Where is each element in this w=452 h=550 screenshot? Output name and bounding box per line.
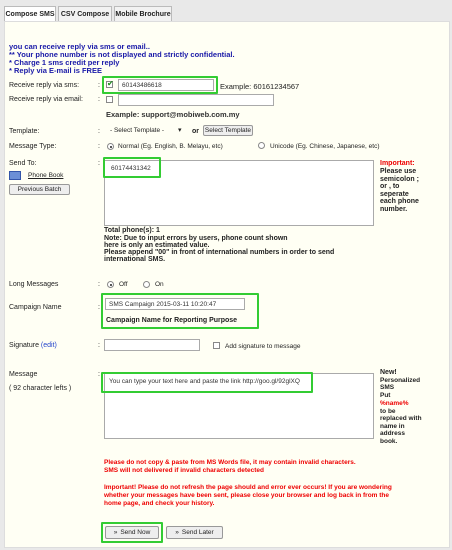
important-body: Please use semicolon ; or , to seperate each phone number.	[380, 168, 419, 213]
reply-email-checkbox[interactable]	[106, 96, 113, 103]
long-messages-label: Long Messages	[9, 281, 59, 288]
personalized-sms-label: Personalized SMS	[380, 377, 421, 392]
name-tag-description: to be replaced with name in address book.	[380, 408, 422, 445]
important-title: Important:	[380, 160, 415, 167]
colon: :	[98, 160, 100, 167]
character-count: ( 92 character lefts )	[9, 385, 72, 392]
add-signature-label: Add signature to message	[225, 343, 301, 350]
reply-email-label: Receive reply via email:	[9, 96, 83, 103]
signature-edit-link[interactable]: (edit)	[40, 342, 57, 349]
send-to-value: 60174431342	[111, 165, 151, 172]
select-template-button[interactable]: Select Template	[204, 127, 252, 134]
note-line-3: Please append "00" in front of international numbers in order to send	[104, 249, 335, 256]
previous-batch-button[interactable]: Previous Batch	[9, 184, 70, 195]
notice-line-3: * Charge 1 sms credit per reply	[9, 58, 120, 67]
notice-line-1: you can receive reply via sms or email..	[9, 42, 150, 51]
template-selected: - Select Template -	[110, 127, 165, 134]
reply-sms-input[interactable]: 60143486618	[118, 79, 214, 91]
campaign-name-hint: Campaign Name for Reporting Purpose	[106, 317, 238, 324]
signature-label-wrap	[9, 342, 57, 349]
notice-line-4: * Reply via E-mail is FREE	[9, 66, 102, 75]
long-messages-off-radio[interactable]	[107, 281, 114, 288]
reply-email-example: Example: support@mobiweb.com.my	[106, 110, 240, 119]
phonebook-link[interactable]: Phone Book	[28, 172, 64, 179]
send-now-label: Send Now	[120, 529, 151, 536]
template-or: or	[192, 128, 199, 135]
phonebook-icon[interactable]	[9, 171, 21, 180]
reply-sms-label: Receive reply via sms:	[9, 82, 80, 89]
message-type-normal-label: Normal (Eg. English, B. Melayu, etc)	[118, 143, 223, 150]
total-phones: Total phone(s): 1	[104, 227, 160, 234]
note-line-1: Note: Due to input errors by users, phone count shown	[104, 235, 288, 242]
put-label: Put	[380, 392, 391, 399]
long-messages-on-label: On	[155, 281, 164, 288]
reply-sms-checkbox[interactable]	[106, 81, 113, 88]
send-now-button[interactable]	[105, 526, 159, 539]
reply-email-input[interactable]	[118, 94, 274, 106]
send-later-button[interactable]	[166, 526, 223, 539]
name-tag: %name%	[380, 400, 409, 407]
colon: :	[98, 371, 100, 378]
signature-input[interactable]	[104, 339, 200, 351]
long-messages-on-radio[interactable]	[143, 281, 150, 288]
send-later-label: Send Later	[181, 529, 214, 536]
warning-line-5: home page, and check your history.	[104, 500, 215, 507]
colon: :	[98, 342, 100, 349]
message-type-normal-radio[interactable]	[107, 143, 114, 150]
warning-line-1: Please do not copy & paste from MS Words file, it may contain invalid characters.	[104, 459, 356, 466]
colon: :	[98, 96, 100, 103]
long-messages-off-label: Off	[119, 281, 128, 288]
message-type-unicode-radio[interactable]	[258, 142, 265, 149]
warning-line-2: SMS will not delivered if invalid characters detected	[104, 467, 265, 474]
campaign-name-input[interactable]: SMS Campaign 2015-03-11 10:20:47	[105, 298, 245, 310]
colon: :	[98, 128, 100, 135]
template-select[interactable]	[110, 127, 188, 137]
colon: :	[98, 304, 100, 311]
message-type-unicode-label: Unicode (Eg. Chinese, Japanese, etc)	[270, 143, 380, 150]
send-to-label: Send To:	[9, 160, 37, 167]
notice-line-2: ** Your phone number is not displayed and strictly confidential.	[9, 50, 235, 59]
double-chevron-icon: »	[113, 529, 118, 536]
dropdown-arrow-icon: ▾	[178, 127, 182, 134]
colon: :	[98, 281, 100, 288]
template-label: Template:	[9, 128, 40, 135]
tab-bar	[0, 0, 452, 22]
warning-line-4: whether your messages have been sent, please close your browser and log back in from the	[104, 492, 390, 499]
tab-mobile-brochure[interactable]: Mobile Brochure	[114, 6, 172, 21]
add-signature-checkbox[interactable]	[213, 342, 220, 349]
note-line-4: international SMS.	[104, 256, 166, 263]
note-line-2: here is only an estimated value.	[104, 242, 210, 249]
colon: :	[98, 143, 100, 150]
message-label: Message	[9, 371, 38, 378]
tab-compose-sms[interactable]: Compose SMS	[4, 6, 56, 22]
colon: :	[98, 82, 100, 89]
campaign-name-label: Campaign Name	[9, 304, 62, 311]
warning-line-3: Important! Please do not refresh the page should and error ever occurs! If you are wondering	[104, 484, 392, 491]
new-badge: New!	[380, 369, 397, 376]
checkmark-icon: ✔	[107, 79, 114, 88]
reply-sms-example: Example: 60161234567	[220, 82, 300, 91]
message-value: You can type your text here and paste the link http://goo.gl/92glXQ	[109, 378, 300, 385]
tab-csv-compose[interactable]: CSV Compose	[58, 6, 112, 21]
message-type-label: Message Type:	[9, 143, 57, 150]
signature-label: Signature	[9, 342, 39, 349]
double-chevron-icon: »	[175, 529, 179, 536]
